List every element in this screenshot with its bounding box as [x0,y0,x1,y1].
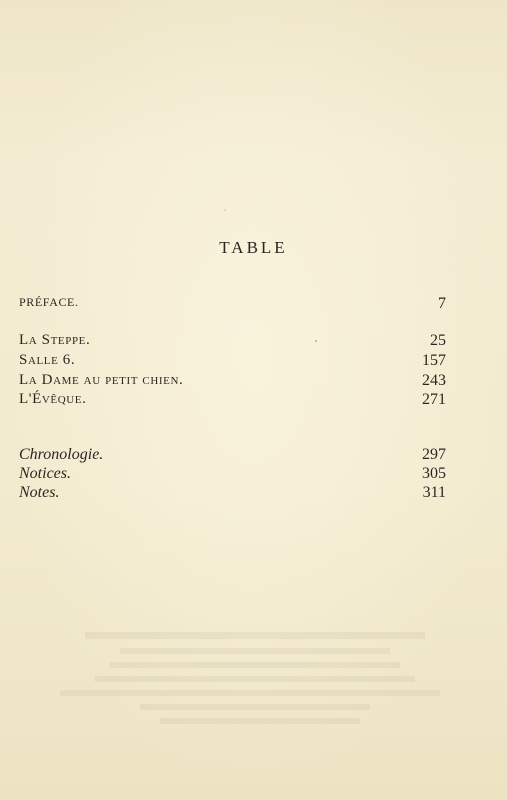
toc-entry-page: 297 [422,446,446,463]
toc-entry-label: La Steppe. [19,332,91,348]
toc-entry-label: La Dame au petit chien. [19,372,184,388]
toc-entry-label: Notes. [19,484,60,501]
toc-entry-label: Chronologie. [19,446,104,463]
toc-entry-label: L'Évêque. [19,391,87,407]
toc-entry-label: PRÉFACE. [19,295,79,309]
toc-entry-page: 243 [422,372,446,389]
toc-entry-page: 157 [422,352,446,369]
page-title: TABLE [219,238,288,257]
toc-entry-page: 25 [430,332,446,349]
toc-entry-page: 305 [422,465,446,482]
toc-entry-label: Notices. [19,465,71,482]
toc-entry-page: 311 [422,484,446,501]
toc-entry-page: 271 [422,391,446,408]
toc-entry-page: 7 [438,295,446,312]
toc-entry-label: Salle 6. [19,352,76,368]
